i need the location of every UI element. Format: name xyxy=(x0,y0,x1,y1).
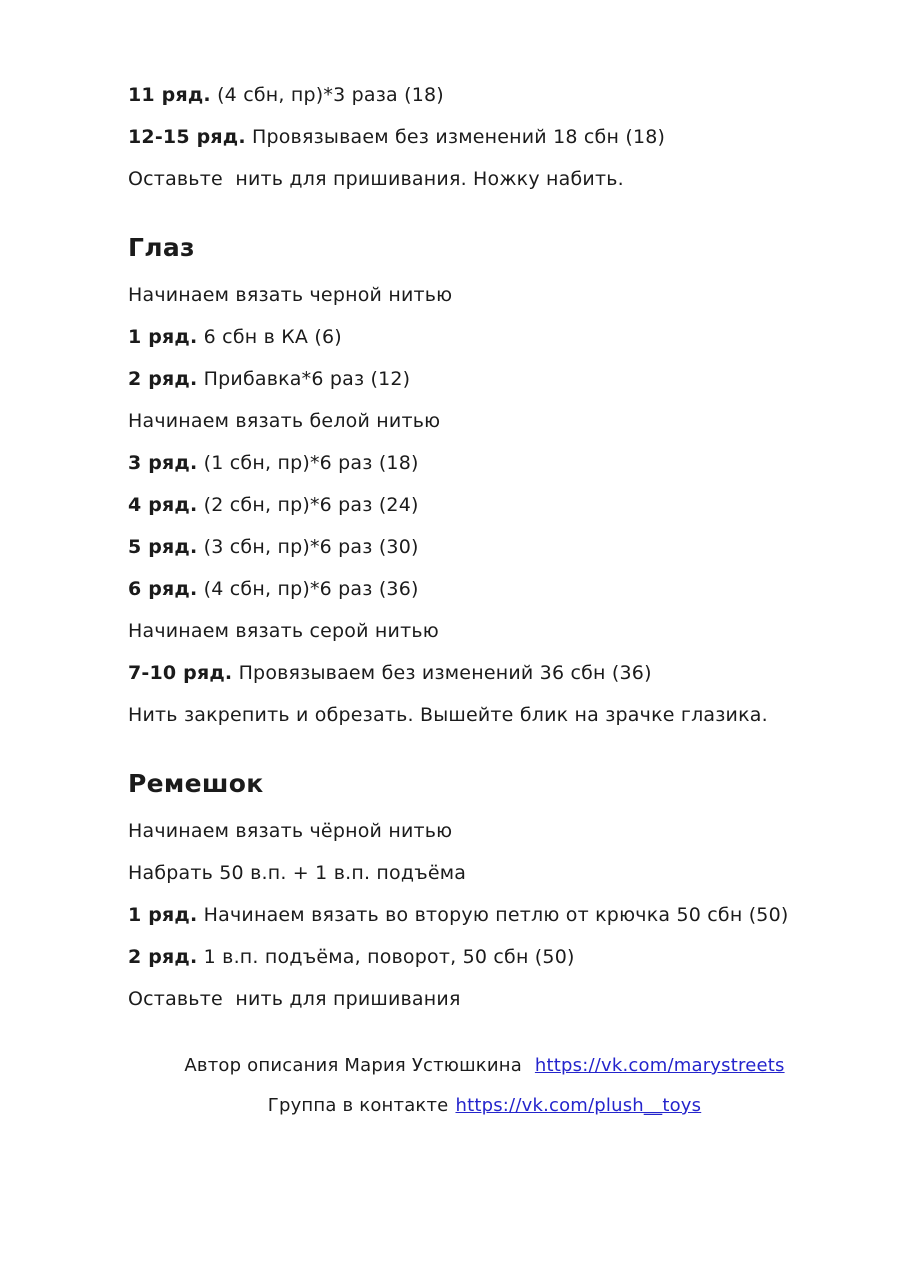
row-text: 1 в.п. подъёма, поворот, 50 сбн (50) xyxy=(197,946,575,968)
pattern-line xyxy=(128,576,841,602)
row-text: Оставьте нить для пришивания xyxy=(128,988,461,1010)
pattern-line xyxy=(128,408,841,434)
pattern-line xyxy=(128,324,841,350)
section-heading-strap: Ремешок xyxy=(128,769,264,798)
pattern-line xyxy=(128,534,841,560)
pattern-line xyxy=(128,618,841,644)
pattern-line xyxy=(128,282,841,308)
pattern-line xyxy=(128,660,841,686)
pattern-line xyxy=(128,166,841,192)
row-text: Оставьте нить для пришивания. Ножку набить. xyxy=(128,168,624,190)
pattern-line xyxy=(128,860,841,886)
row-text: (2 сбн, пр)*6 раз (24) xyxy=(197,494,419,516)
row-label: 6 ряд. xyxy=(128,578,198,600)
section-eye xyxy=(128,233,841,728)
row-label: 1 ряд. xyxy=(128,326,198,348)
author-credit-text: Автор описания Мария Устюшкина xyxy=(184,1055,528,1076)
row-label: 11 ряд. xyxy=(128,84,211,106)
row-text: Начинаем вязать черной нитью xyxy=(128,284,453,306)
footer-credits xyxy=(128,1053,841,1119)
row-text: (4 сбн, пр)*6 раз (36) xyxy=(197,578,419,600)
author-vk-link[interactable]: https://vk.com/marystreets xyxy=(534,1055,785,1076)
row-text: Нить закрепить и обрезать. Вышейте блик на зрачке глазика. xyxy=(128,704,768,726)
row-text: Набрать 50 в.п. + 1 в.п. подъёма xyxy=(128,862,467,884)
group-vk-link[interactable]: https://vk.com/plush__toys xyxy=(455,1095,702,1116)
section-heading-eye: Глаз xyxy=(128,233,195,262)
row-label: 3 ряд. xyxy=(128,452,198,474)
pattern-line xyxy=(128,124,841,150)
row-label: 12-15 ряд. xyxy=(128,126,246,148)
row-text: (1 сбн, пр)*6 раз (18) xyxy=(197,452,419,474)
pattern-line xyxy=(128,450,841,476)
row-text: Провязываем без изменений 36 сбн (36) xyxy=(232,662,652,684)
pattern-line xyxy=(128,366,841,392)
pattern-line xyxy=(128,82,841,108)
row-label: 1 ряд. xyxy=(128,904,198,926)
pattern-line xyxy=(128,818,841,844)
row-label: 7-10 ряд. xyxy=(128,662,233,684)
row-text: Начинаем вязать чёрной нитью xyxy=(128,820,453,842)
pattern-line xyxy=(128,902,841,928)
row-text: (3 сбн, пр)*6 раз (30) xyxy=(197,536,419,558)
pattern-line xyxy=(128,702,841,728)
row-text: 6 сбн в КА (6) xyxy=(197,326,342,348)
group-credit-text: Группа в контакте xyxy=(267,1095,449,1116)
row-text: (4 сбн, пр)*3 раза (18) xyxy=(210,84,444,106)
section-strap xyxy=(128,769,841,1012)
pattern-line xyxy=(128,492,841,518)
pattern-line xyxy=(128,986,841,1012)
pattern-line xyxy=(128,944,841,970)
row-text: Начинаем вязать во вторую петлю от крючка 50 сбн (50) xyxy=(197,904,789,926)
row-label: 5 ряд. xyxy=(128,536,198,558)
row-text: Провязываем без изменений 18 сбн (18) xyxy=(245,126,666,148)
row-label: 2 ряд. xyxy=(128,946,198,968)
row-text: Начинаем вязать серой нитью xyxy=(128,620,439,642)
row-text: Прибавка*6 раз (12) xyxy=(197,368,411,390)
section-leg-continuation xyxy=(128,82,841,192)
author-credit-line xyxy=(128,1053,841,1079)
row-text: Начинаем вязать белой нитью xyxy=(128,410,441,432)
row-label: 2 ряд. xyxy=(128,368,198,390)
row-label: 4 ряд. xyxy=(128,494,198,516)
group-credit-line xyxy=(128,1093,841,1119)
